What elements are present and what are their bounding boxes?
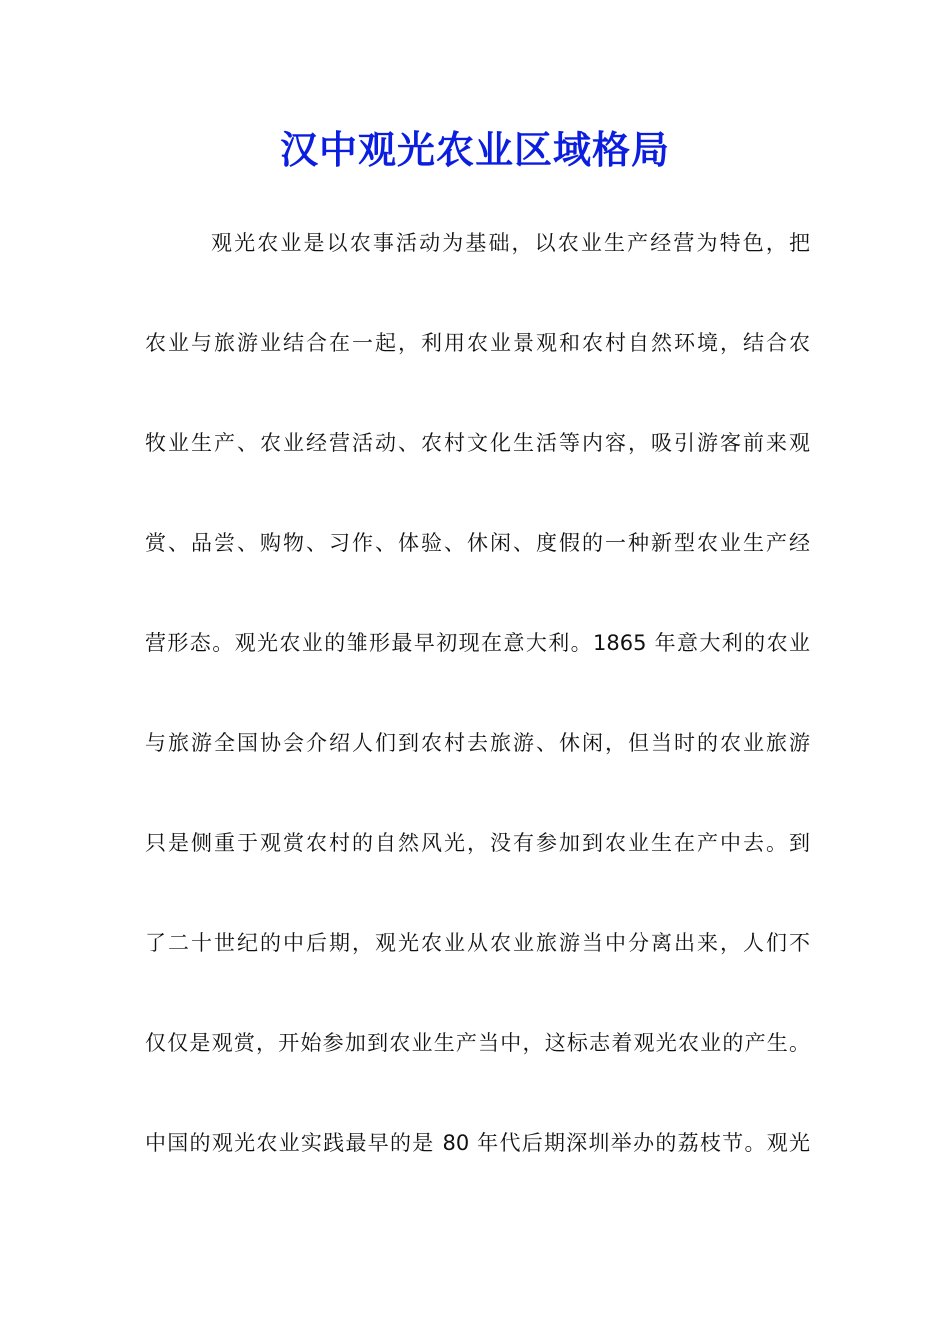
paragraph-line: 农业与旅游业结合在一起，利用农业景观和农村自然环境，结合农 xyxy=(145,331,810,355)
document-title: 汉中观光农业区域格局 xyxy=(279,127,670,172)
paragraph-line: 只是侧重于观赏农村的自然风光，没有参加到农业生在产中去。到 xyxy=(145,831,810,855)
paragraph-line: 观光农业是以农事活动为基础，以农业生产经营为特色，把 xyxy=(211,231,810,255)
document-body xyxy=(145,211,810,1211)
paragraph-line: 赏、品尝、购物、习作、体验、休闲、度假的一种新型农业生产经 xyxy=(145,531,810,555)
paragraph-line: 营形态。观光农业的雏形最早初现在意大利。1865 年意大利的农业 xyxy=(145,631,810,655)
paragraph-line: 仅仅是观赏，开始参加到农业生产当中，这标志着观光农业的产生。 xyxy=(145,1031,810,1055)
paragraph-line: 牧业生产、农业经营活动、农村文化生活等内容，吸引游客前来观 xyxy=(145,431,810,455)
paragraph-line: 中国的观光农业实践最早的是 80 年代后期深圳举办的荔枝节。观光 xyxy=(145,1131,810,1155)
paragraph-line: 与旅游全国协会介绍人们到农村去旅游、休闲，但当时的农业旅游 xyxy=(145,731,810,755)
paragraph-line: 了二十世纪的中后期，观光农业从农业旅游当中分离出来，人们不 xyxy=(145,931,810,955)
